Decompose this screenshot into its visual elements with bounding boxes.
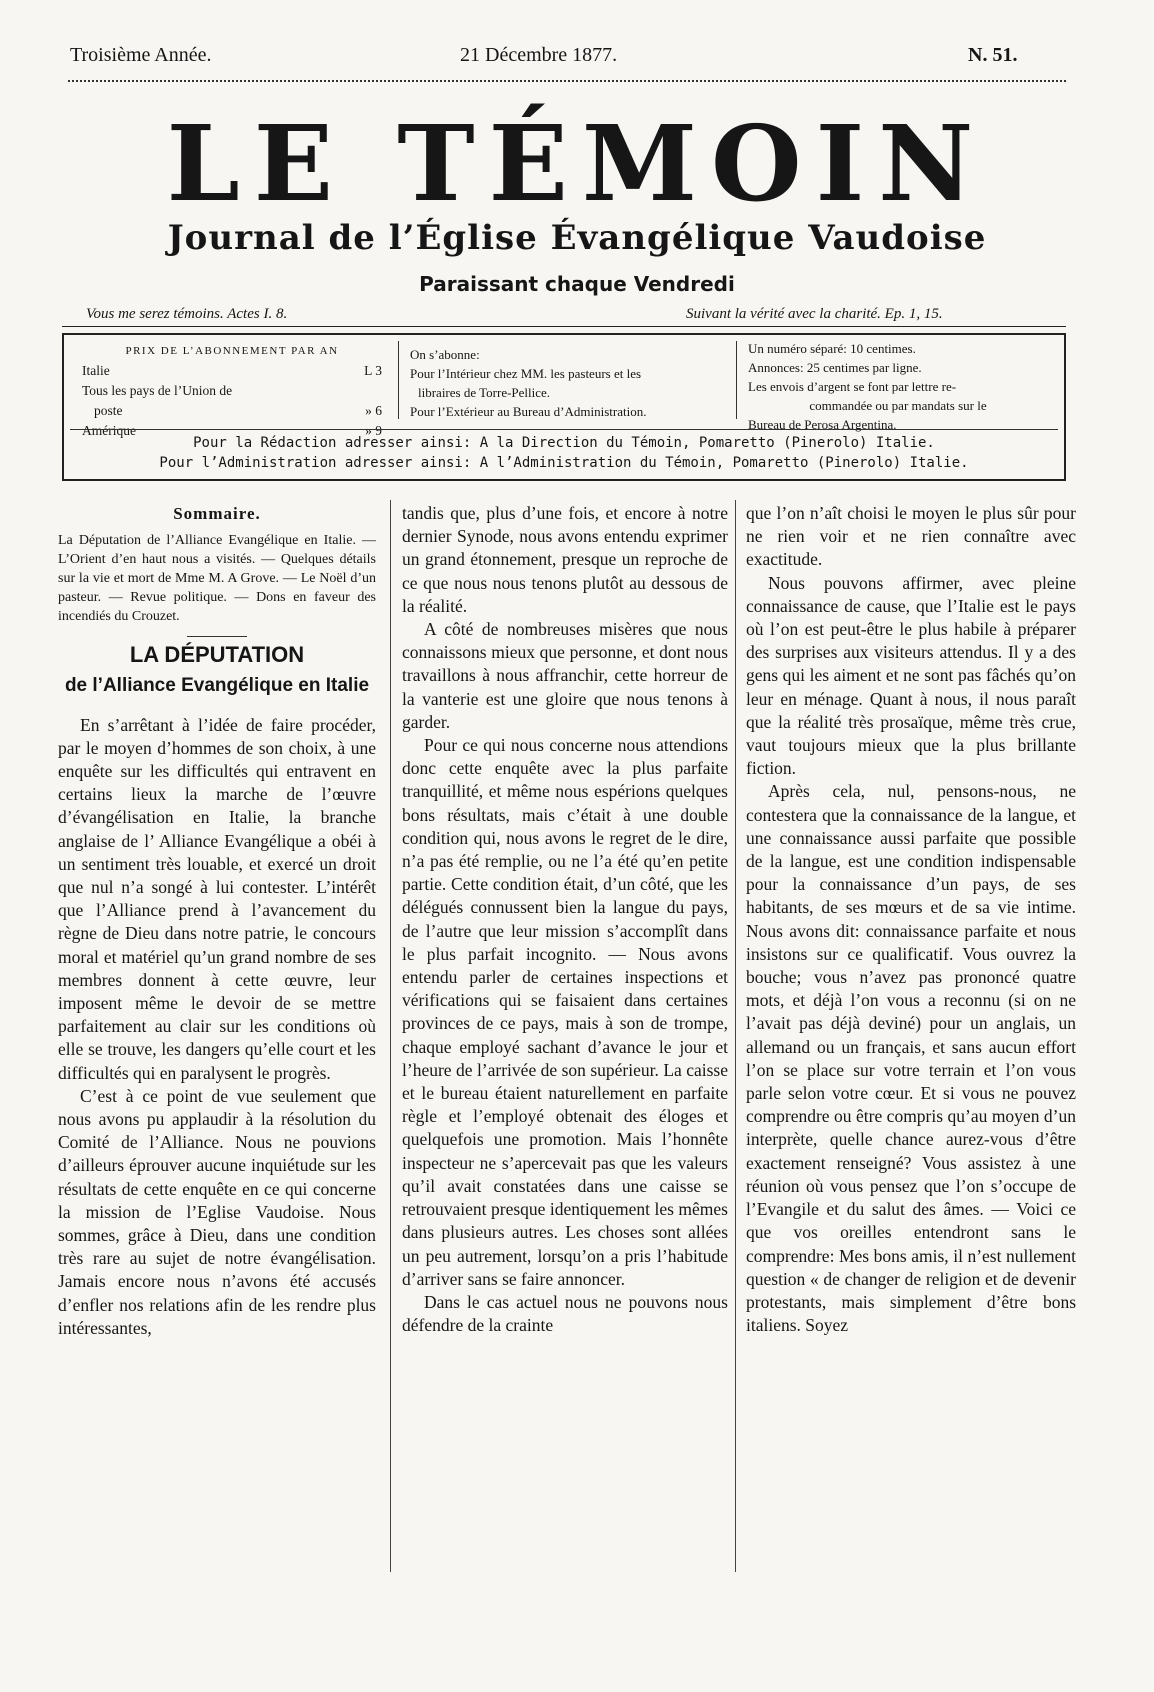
box-divider [736, 341, 737, 419]
motto-left: Vous me serez témoins. Actes I. 8. [86, 306, 288, 322]
price-value: » 6 [365, 403, 382, 418]
article-paragraph: C’est à ce point de vue seulement que nous avons pu applaudir à la résolution du Comité de l’Alliance. Nous ne pouvions d’ailleurs éprouver aucune inquiétude sur les résultats de cette enquête en ce qui concerne la mission de l’Eglise Vaudoise. Nous sommes, grâce à Dieu, dans une condition très rare au sujet de notre évangélisation. Jamais encore nous n’avons été accusés d’enfler nos relations afin de les rendre plus intéressantes, [58, 1085, 376, 1338]
price-row [82, 401, 382, 421]
article-paragraph: En s’arrêtant à l’idée de faire procéder, par le moyen d’hommes de son choix, à une enquête sur les difficultés qui entravent en certains lieux la marche de l’œuvre d’évangélisation en Italie, la branche anglaise de l’ Alliance Evangélique a obéi à un sentiment très louable, et exercé un droit que nul n’a songé à lui contester. L’intérêt que l’Alliance prend à l’avancement du règne de Dieu dans notre patrie, le concours moral et matériel qu’un grand nombre de ses membres donnent à cette œuvre, leur imposent même le devoir de se mettre parfaitement au clair sur les conditions où elle se trouve, les dangers qu’elle court et les difficultés qui en paralysent le progrès. [58, 714, 376, 1083]
where-line: Pour l’Intérieur chez MM. les pasteurs et les [410, 366, 642, 381]
where-line: libraires de Torre-Pellice. [418, 385, 551, 400]
box-inner-rule [70, 429, 1058, 430]
address-lines [64, 433, 1064, 473]
price-label: Italie [82, 363, 110, 378]
where-line: Pour l’Extérieur au Bureau d’Administration. [410, 404, 647, 419]
issue-date: 21 Décembre 1877. [460, 44, 618, 66]
article-paragraph: A côté de nombreuses misères que nous connaissons mieux que personne, et dont nous travaillons à nous affranchir, cette horreur de la vanterie est une gloire que nous tenons à garder. [402, 619, 728, 732]
redaction-address: Pour la Rédaction adresser ainsi: A la Direction du Témoin, Pomaretto (Pinerolo) Italie. [193, 435, 935, 451]
price-value: » 9 [365, 423, 382, 438]
sommaire-text: La Députation de l’Alliance Evangélique en Italie. — L’Orient d’en haut nous a visités. — Quelques détails sur la vie et mort de Mme M. A Grove. — Le Noël d’un pasteur. — Revue politique. — Dons en faveur des incendiés du Crouzet. [58, 533, 376, 625]
article-paragraph: Pour ce qui nous concerne nous attendions donc cette enquête avec la plus parfaite tranquillité, et même nous espérions quelques bons résultats, mais c’était à une double condition qui, nous avons le regret de le dire, n’a pas été remplie, ou ne l’a été qu’en petite partie. Cette condition était, d’un côté, que les délégués connussent bien la langue du pays, de l’autre que leur mission s’accomplît dans le plus parfait incognito. — Nous avons entendu parler de certaines inspections et vérifications qui se faisaient dans certaines provinces de ce pays, mais à son de trompe, chaque employé sachant d’avance le jour et l’heure de l’arrivée de son supérieur. La caisse et le bureau étaient naturellement en parfaite règle et l’employé obtenait des éloges et quelquefois une promotion. Mais l’honnête inspecteur ne s’apercevait pas que les valeurs qu’il avait constatées dans une caisse se retrouvaient presque identiquement les mêmes dans plusieurs autres. Les choses sont allées un peu autrement, lorsqu’on a pris l’habitude d’arriver sans se faire annoncer. [402, 735, 728, 1289]
price-row [82, 361, 382, 381]
price-value: L 3 [364, 363, 382, 378]
column-2 [402, 502, 728, 1337]
issue-number: N. 51. [968, 44, 1018, 66]
masthead-subtitle: Journal de l’Église Évangélique Vaudoise [167, 218, 987, 258]
administration-address: Pour l’Administration adresser ainsi: A l’Administration du Témoin, Pomaretto (Pinerolo) Italie. [159, 455, 969, 471]
article-paragraph: Nous pouvons affirmer, avec pleine connaissance de cause, que l’Italie est le pays où l’on est peut-être le plus habile à préparer des surprises aux visiteurs attendus. Il y a des gens qui les aiment et ne sont pas fâchés qu’on leur en ménage. Quant à nous, il nous paraît que la réalité très prosaïque, même très crue, vaut toujours mieux que la plus brillante fiction. [746, 572, 1076, 779]
price-label: Tous les pays de l’Union de [82, 383, 233, 398]
article-paragraph: que l’on n’aît choisi le moyen le plus sûr pour ne rien voir et ne rien connaître avec exactitude. [746, 503, 1076, 570]
year-label: Troisième Année. [70, 44, 212, 66]
column-divider [735, 500, 736, 1572]
article-paragraph: Dans le cas actuel nous ne pouvons nous défendre de la crainte [402, 1291, 728, 1336]
article-subtitle: de l’Alliance Evangélique en Italie [64, 675, 370, 697]
where-line: On s’abonne: [410, 347, 480, 362]
price-title: PRIX DE L’ABONNEMENT PAR AN [125, 345, 339, 357]
column-divider [390, 500, 391, 1572]
article-title: LA DÉPUTATION [129, 642, 305, 668]
section-divider [187, 636, 247, 637]
column-1 [58, 502, 376, 1340]
sommaire-title: Sommaire. [173, 504, 261, 523]
article-paragraph: tandis que, plus d’une fois, et encore à notre dernier Synode, nous avons entendu exprimer un grand étonnement, presque un reproche de ce que nous nous tenons plutôt au dessous de la réalité. [402, 503, 728, 616]
motto-right: Suivant la vérité avec la charité. Ep. 1, 15. [686, 306, 943, 322]
publication-frequency: Paraissant chaque Vendredi [419, 272, 735, 296]
price-label: poste [94, 403, 123, 418]
article-paragraph: Après cela, nul, pensons-nous, ne contestera que la connaissance de la langue, et une connaissance aussi parfaite que possible de la langue, est une condition indispensable pour la connaissance d’un pays, de ses habitants, de ses mœurs et de sa vie intime. Nous avons dit: connaissance parfaite et nous insistons sur ce qualificatif. Vous ouvrez la bouche; vous n’avez pas prononcé quatre mots, et déjà l’on vous a reconnu (si on ne l’avait pas déjà deviné) pour un anglais, un allemand ou un français, et sans aucun effort l’on se place sur votre terrain et l’on vous parle selon votre cœur. Et si vous ne pouvez comprendre ou être compris qu’au moyen d’un interprète, quelle chance aurez-vous d’être exactement renseigné? Vous assistez à une réunion où vous pensez que l’on s’occupe de l’Evangile et du salut des âmes. — Voici ce que vos oreilles entendront sans le comprendre: Mes bons amis, il n’est nullement question « de changer de religion et de devenir protestants, mais simplement d’être bons italiens. Soyez [746, 781, 1076, 1336]
info-line: Annonces: 25 centimes par ligne. [748, 360, 922, 375]
subscription-info [748, 339, 1048, 432]
info-line: Les envois d’argent se font par lettre re- [748, 379, 957, 394]
motto-divider [62, 326, 1066, 327]
info-line: commandée ou par mandats sur le [809, 398, 987, 413]
box-divider [398, 341, 399, 419]
price-row [82, 381, 382, 401]
subscription-box [62, 333, 1066, 481]
info-line: Bureau de Perosa Argentina. [748, 417, 897, 432]
price-label: Amérique [82, 423, 136, 438]
column-3 [746, 502, 1076, 1337]
subscribe-where [410, 345, 740, 419]
masthead-title: LE TÉMOIN [166, 102, 988, 225]
info-line: Un numéro séparé: 10 centimes. [748, 341, 916, 356]
price-list [82, 341, 382, 438]
top-divider [68, 80, 1066, 86]
